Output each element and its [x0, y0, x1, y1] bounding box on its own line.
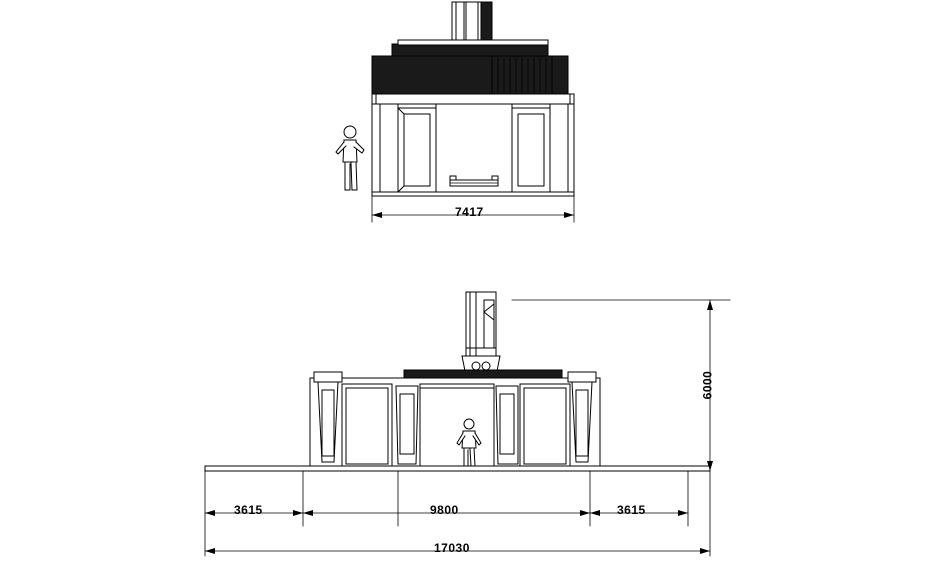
dimension-label-7417: 7417 — [455, 205, 484, 219]
operator-figure-upper — [336, 126, 364, 190]
dimension-label-17030: 17030 — [434, 541, 470, 555]
dimension-label-9800: 9800 — [430, 503, 459, 517]
dimension-label-6000: 6000 — [700, 370, 715, 400]
dimension-label-right-3615: 3615 — [617, 503, 646, 517]
upper-view-group — [336, 2, 574, 222]
lower-view-group — [205, 292, 730, 556]
dimension-label-left-3615: 3615 — [234, 503, 263, 517]
